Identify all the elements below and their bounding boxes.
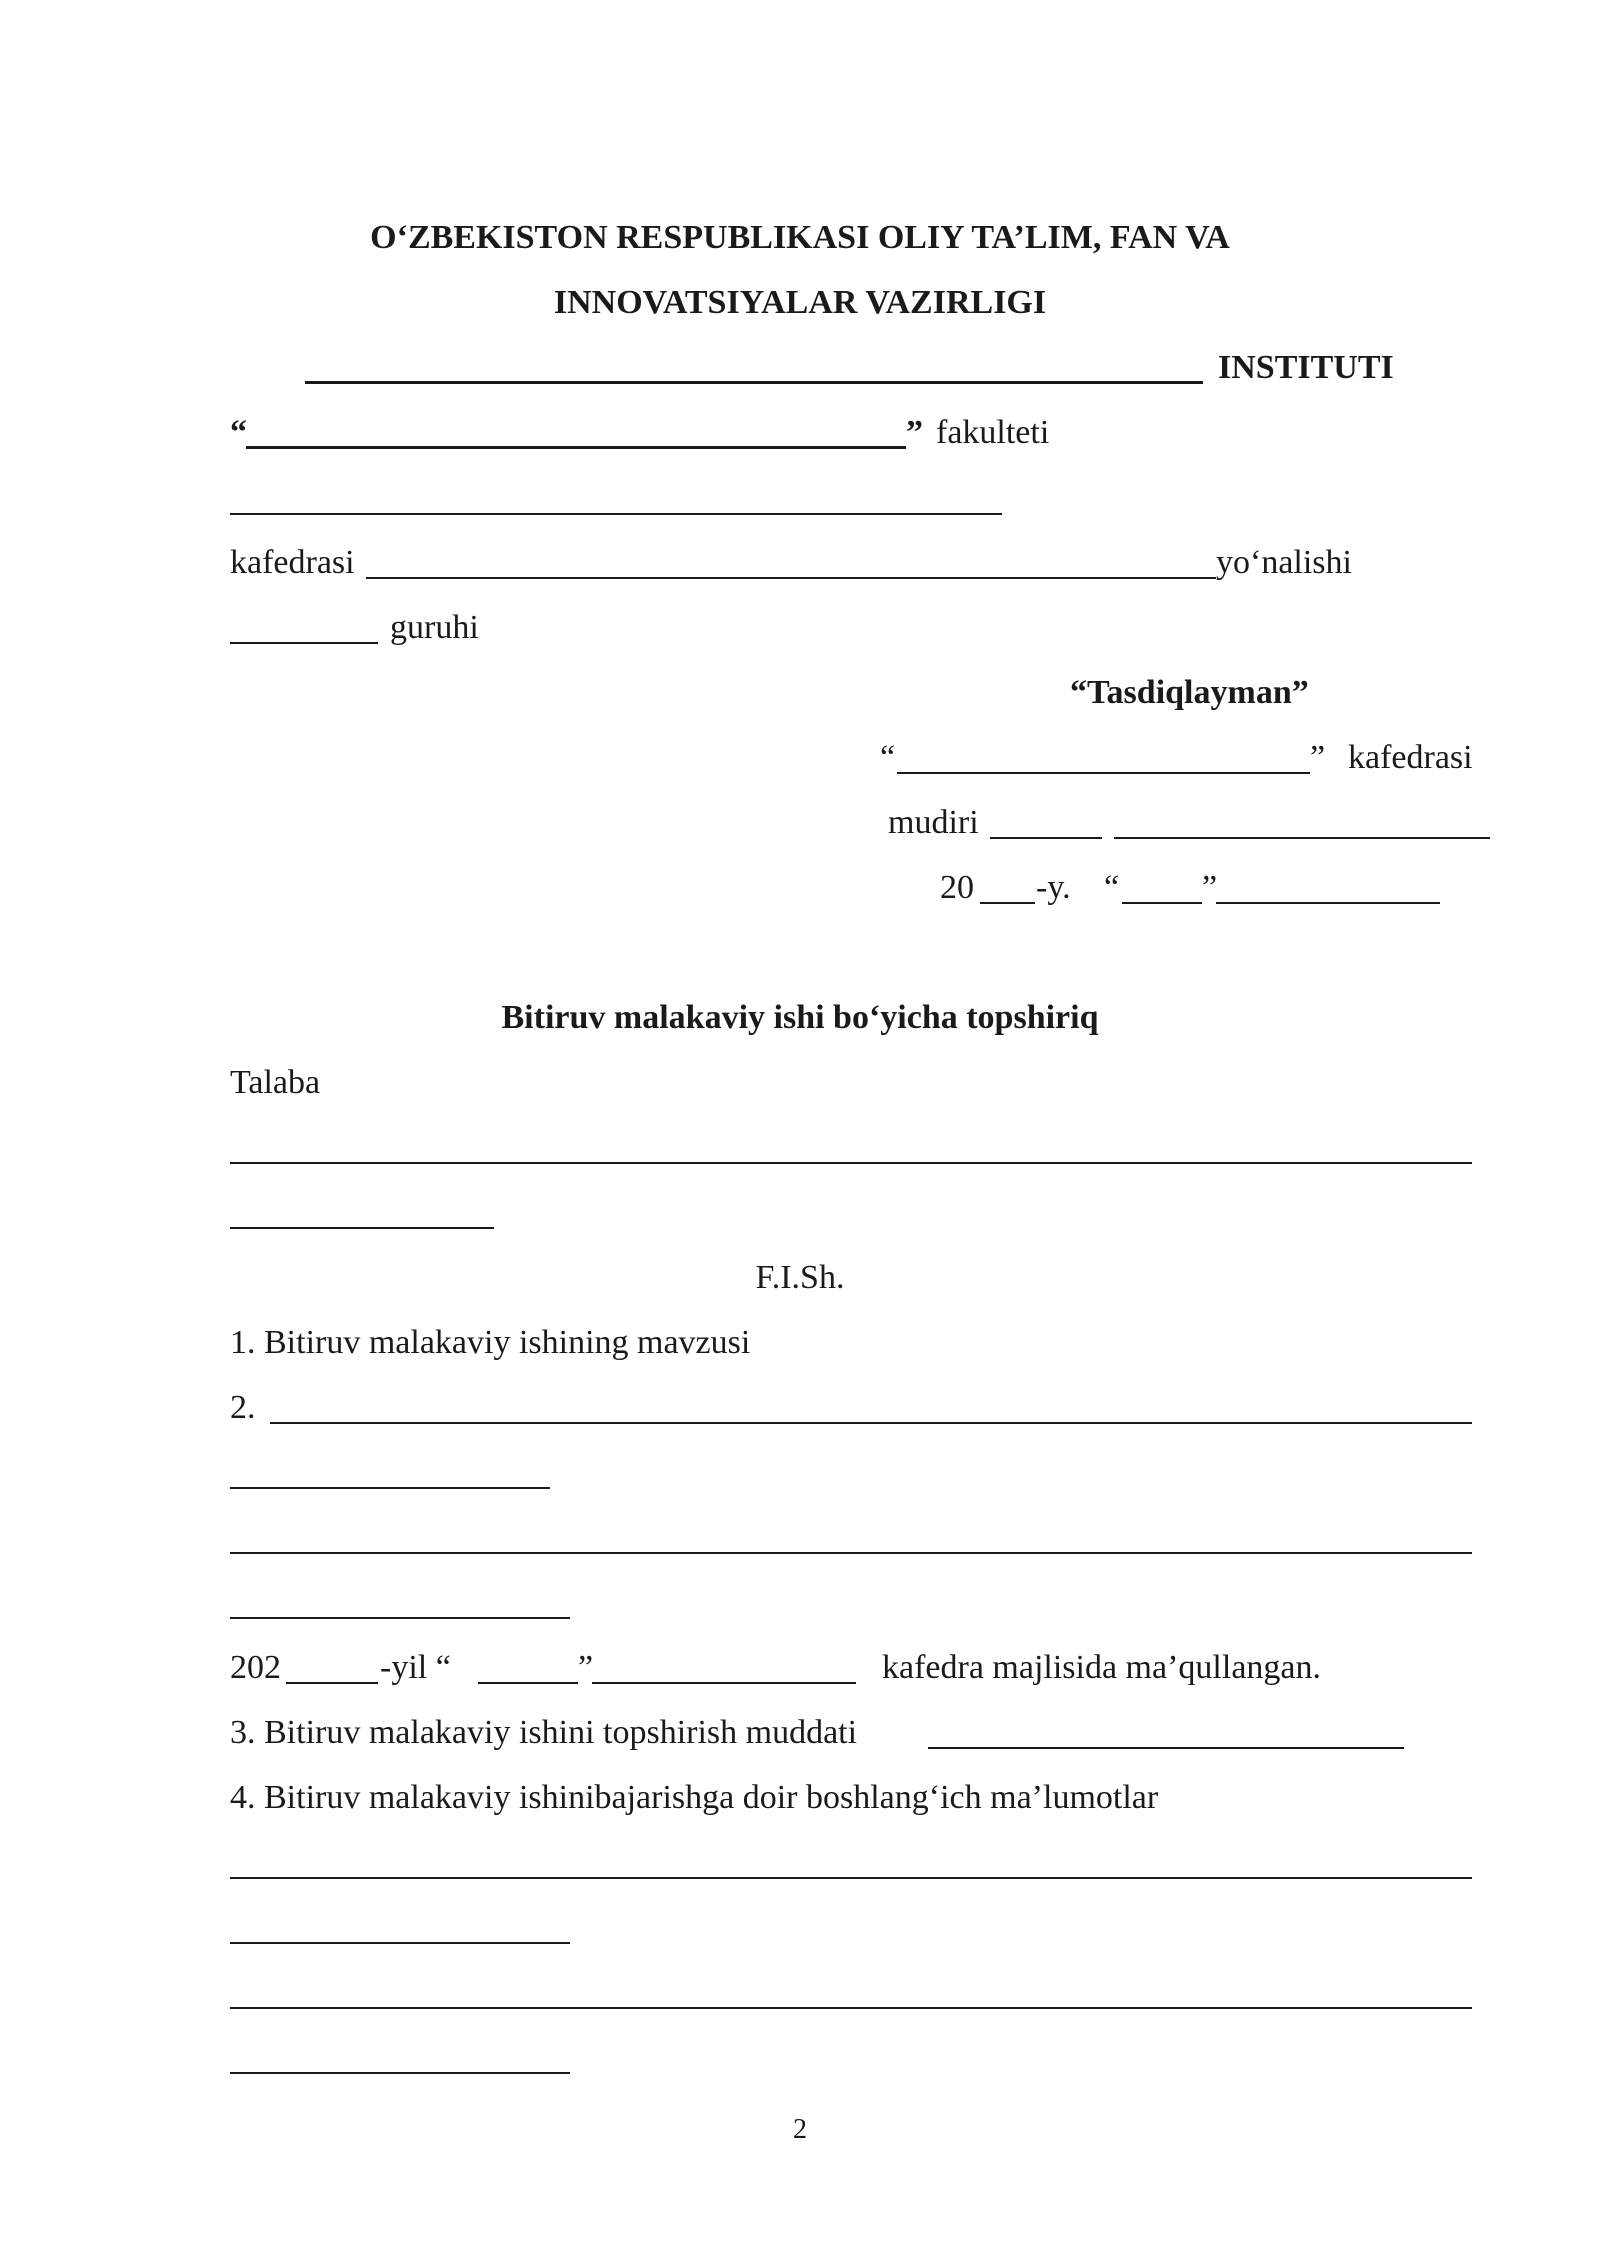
meeting-year-blank[interactable] xyxy=(286,1682,378,1684)
item-2-blank-line3[interactable] xyxy=(230,1552,1472,1554)
student-label: Talaba xyxy=(230,1064,321,1101)
ministry-title-line2: INNOVATSIYALAR VAZIRLIGI xyxy=(553,284,1047,321)
meeting-month-blank[interactable] xyxy=(592,1682,856,1684)
department-label: kafedrasi xyxy=(230,544,355,581)
group-label: guruhi xyxy=(390,609,479,646)
faculty-open-quote: “ xyxy=(230,414,247,451)
meeting-approved-text: kafedra majlisida ma’qullangan. xyxy=(882,1649,1321,1686)
meeting-day-blank[interactable] xyxy=(478,1682,578,1684)
approval-day-open-quote: “ xyxy=(1104,869,1120,906)
item-4-blank-line2[interactable] xyxy=(230,1942,570,1944)
direction-name-blank[interactable] xyxy=(366,577,1216,579)
item-2-blank-line2[interactable] xyxy=(230,1487,550,1489)
item-3-deadline-blank[interactable] xyxy=(928,1747,1404,1749)
assignment-title: Bitiruv malakaviy ishi bo‘yicha topshiriq xyxy=(501,999,1099,1036)
approval-department-blank[interactable] xyxy=(897,772,1310,774)
approval-close-quote: ” xyxy=(1310,739,1326,776)
meeting-year-prefix: 202 xyxy=(230,1649,281,1686)
approval-title: “Tasdiqlayman” xyxy=(1070,674,1309,711)
group-number-blank[interactable] xyxy=(230,642,378,644)
approval-year-blank[interactable] xyxy=(980,902,1035,904)
approval-signature-blank[interactable] xyxy=(990,837,1102,839)
page-number: 2 xyxy=(793,2114,807,2145)
item-3-deadline: 3. Bitiruv malakaviy ishini topshirish muddati xyxy=(230,1714,858,1751)
item-4-blank-line4[interactable] xyxy=(230,2072,570,2074)
item-1-topic: 1. Bitiruv malakaviy ishining mavzusi xyxy=(230,1324,751,1361)
faculty-close-quote: ” xyxy=(906,414,923,451)
institute-name-blank[interactable] xyxy=(305,381,1203,384)
item-4-blank-line3[interactable] xyxy=(230,2007,1472,2009)
approval-day-close-quote: ” xyxy=(1202,869,1218,906)
item-2-blank-line1[interactable] xyxy=(270,1422,1472,1424)
approval-year-suffix: -y. xyxy=(1036,869,1071,906)
approval-head-name-blank[interactable] xyxy=(1114,837,1490,839)
approval-head-label: mudiri xyxy=(888,804,979,841)
faculty-name-blank[interactable] xyxy=(246,446,906,449)
item-4-initial-data: 4. Bitiruv malakaviy ishinibajarishga doir boshlang‘ich ma’lumotlar xyxy=(230,1779,1159,1816)
fish-label: F.I.Sh. xyxy=(755,1259,845,1296)
faculty-label: fakulteti xyxy=(936,414,1050,451)
approval-open-quote: “ xyxy=(880,739,896,776)
institute-label: INSTITUTI xyxy=(1218,349,1394,386)
approval-month-blank[interactable] xyxy=(1216,902,1440,904)
item-2-prefix: 2. xyxy=(230,1389,256,1426)
direction-label: yo‘nalishi xyxy=(1216,544,1352,581)
department-name-blank[interactable] xyxy=(230,513,1002,515)
meeting-year-suffix: -yil “ xyxy=(380,1649,451,1686)
student-name-blank-line2[interactable] xyxy=(230,1227,494,1229)
ministry-title-line1: O‘ZBEKISTON RESPUBLIKASI OLIY TA’LIM, FAN VA xyxy=(370,219,1230,256)
approval-day-blank[interactable] xyxy=(1122,902,1202,904)
meeting-close-quote: ” xyxy=(578,1649,594,1686)
student-name-blank-line1[interactable] xyxy=(230,1162,1472,1164)
approval-year-prefix: 20 xyxy=(940,869,974,906)
item-2-blank-line4[interactable] xyxy=(230,1617,570,1619)
item-4-blank-line1[interactable] xyxy=(230,1877,1472,1879)
approval-department-label: kafedrasi xyxy=(1348,739,1473,776)
